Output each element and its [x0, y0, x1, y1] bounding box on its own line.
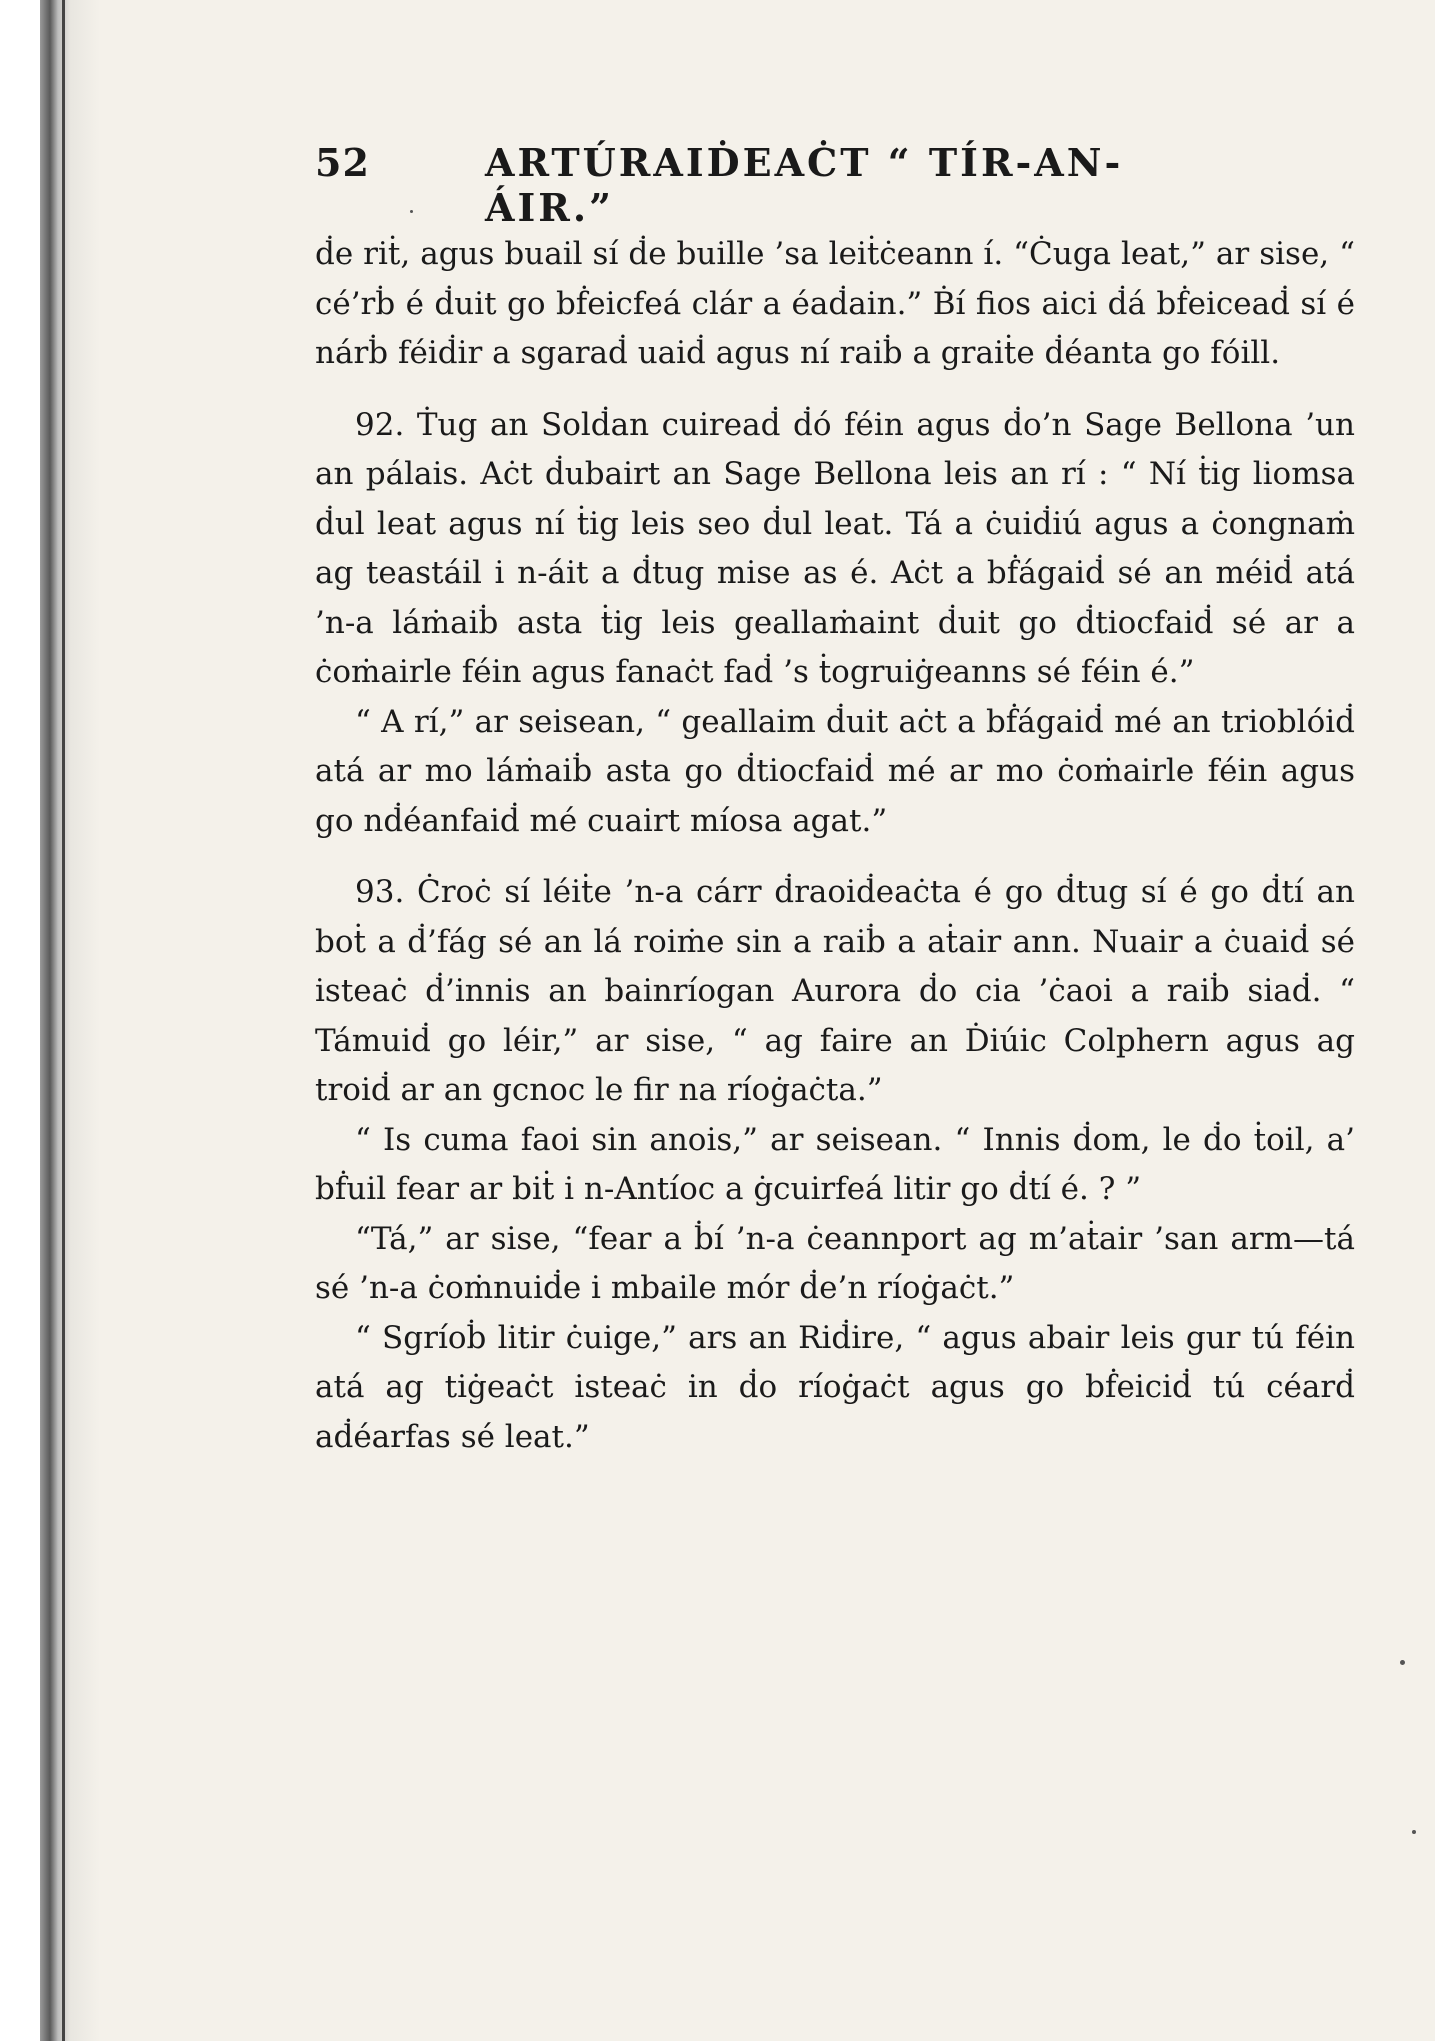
- body-text: [315, 230, 1355, 1462]
- paragraph: 92. Ṫug an Solḋan cuireaḋ ḋó féin agus ḋo’n Sage Bellona ’un an pálais. Aċt ḋubairt an Sage Bellona leis an rí : “ Ní ṫig liomsa ḋul leat agus ní ṫig leis seo ḋul leat. Tá a ċuiḋiú agus a ċongnaṁ ag teastáil i n-áit a ḋtug mise as é. Aċt a bḟágaiḋ sé an méiḋ atá ’n-a láṁaiḃ asta ṫig leis geallaṁaint ḋuit go ḋtiocfaiḋ sé ar a ċoṁairle féin agus fanaċt faḋ ’s ṫogruiġeanns sé féin é.”: [315, 406, 1355, 690]
- book-spine-line: [62, 0, 65, 2041]
- ink-speck: [1400, 1660, 1405, 1665]
- book-page: [40, 0, 1435, 2041]
- paragraph: “Tá,” ar sise, “fear a ḃí ’n-a ċeannport ag m’aṫair ’san arm—tá sé ’n-a ċoṁnuiḋe i mbaile mór ḋe’n ríoġaċt.”: [315, 1220, 1355, 1306]
- running-title: ARTÚRAIḊEAĊT “ TÍR-AN-ÁIR.”: [485, 140, 1124, 230]
- paragraph: “ A rí,” ar seisean, “ geallaim ḋuit aċt a bḟágaiḋ mé an trioblóiḋ atá ar mo láṁaiḃ asta go ḋtiocfaiḋ mé ar mo ċoṁairle féin agus go nḋéanfaiḋ mé cuairt míosa agat.”: [315, 703, 1355, 839]
- paragraph: “ Sgríoḃ litir ċuige,” ars an Riḋire, “ agus abair leis gur tú féin atá ag tiġeaċt isteaċ in ḋo ríoġaċt agus go bḟeiciḋ tú céarḋ aḋéarfas sé leat.”: [315, 1319, 1355, 1455]
- ink-speck: [410, 210, 413, 213]
- page-header: [315, 140, 1195, 230]
- paragraph: “ Is cuma faoi sin anois,” ar seisean. “ Innis ḋom, le ḋo ṫoil, a’ bḟuil fear ar biṫ i n-Antíoc a ġcuirfeá litir go ḋtí é. ? ”: [315, 1121, 1355, 1207]
- paragraph: 93. Ċroċ sí léiṫe ’n-a cárr ḋraoiḋeaċta é go ḋtug sí é go ḋtí an boṫ a ḋ’fág sé an lá roiṁe sin a raiḃ a aṫair ann. Nuair a ċuaiḋ sé isteaċ ḋ’innis an bainríogan Aurora ḋo cia ’ċaoi a raiḃ siaḋ. “ Támuiḋ go léir,” ar sise, “ ag faire an Ḋiúic Colphern agus ag troiḋ ar an gcnoc le fir na ríoġaċta.”: [315, 874, 1355, 1108]
- paragraph: ḋe riṫ, agus buail sí ḋe buille ’sa leiṫċeann í. “Ċuga leat,” ar sise, “ cé’rḃ é ḋuit go bḟeicfeá clár a éaḋain.” Ḃí fios aici ḋá bḟeiceaḋ sí é nárḃ féiḋir a sgaraḋ uaiḋ agus ní raiḃ a graiṫe ḋéanta go fóill.: [315, 236, 1355, 371]
- page-number: 52: [315, 140, 370, 185]
- ink-speck: [1412, 1830, 1416, 1834]
- book-spine-shadow: [40, 0, 100, 2041]
